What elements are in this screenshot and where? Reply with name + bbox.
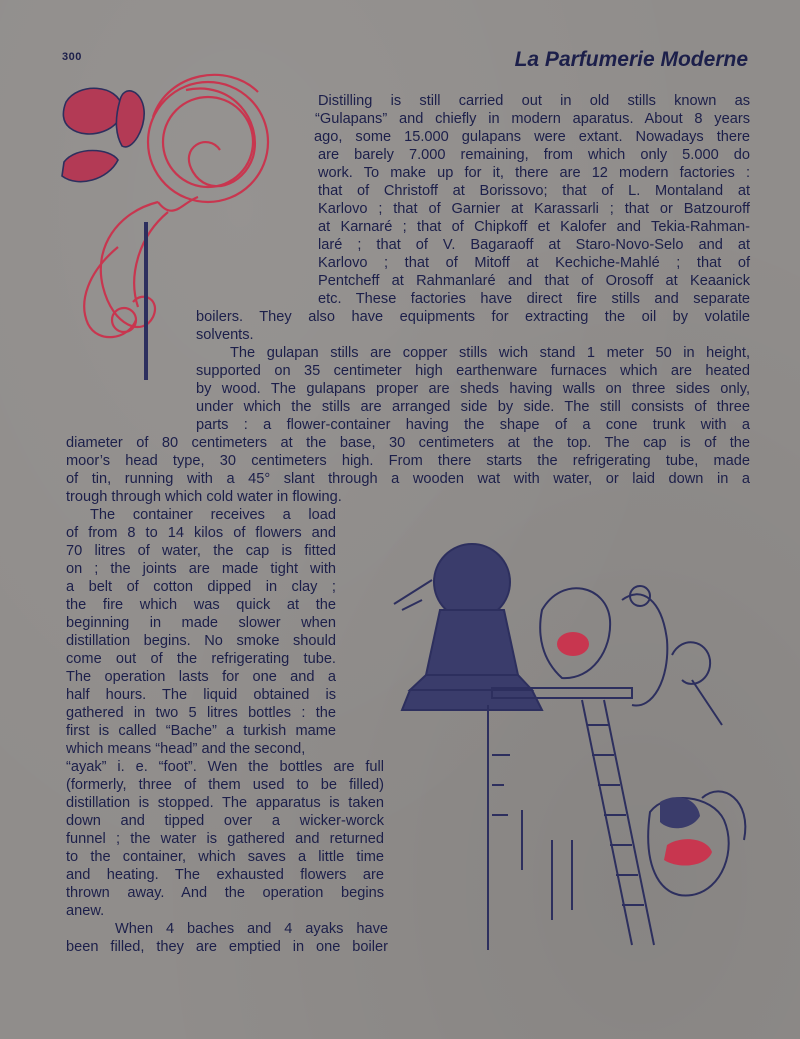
text-line: a belt of cotton dipped in clay ; — [66, 579, 336, 595]
text-line: Karlovo ; that of Garnier at Karassarli ; that or Batzouroff — [318, 201, 750, 217]
text-line: half hours. The liquid obtained is — [66, 687, 336, 703]
text-line: under which the stills are arranged side by side. The still consists of three — [196, 399, 750, 415]
text-line: of tin, running with a 45° slant through a wooden wat with water, or laid down in a — [66, 471, 750, 487]
text-line: supported on 35 centimeter high earthenware furnaces which are heated — [196, 363, 750, 379]
text-line: which means “head” and the second, — [66, 741, 306, 757]
text-line: Karlovo ; that of Mitoff at Kechiche-Mahlé ; that of — [318, 255, 750, 271]
text-line: boilers. They also have equipments for extracting the oil by volatile — [196, 309, 750, 325]
text-line: “ayak” i. e. “foot”. Wen the bottles are full — [66, 759, 384, 775]
text-line: the fire which was quick at the — [66, 597, 336, 613]
text-line: distillation is stopped. The apparatus is taken — [66, 795, 384, 811]
text-line: 70 litres of water, the cap is fitted — [66, 543, 336, 559]
text-line: The container receives a load — [90, 507, 336, 523]
text-line: When 4 baches and 4 ayaks have — [115, 921, 388, 937]
text-line: moor’s head type, 30 centimeters high. From there starts the refrigerating tube, made — [66, 453, 750, 469]
text-line: at Karnaré ; that of Chipkoff et Kalofer and Tekia-Rahman- — [318, 219, 750, 235]
text-line: funnel ; the water is gathered and returned — [66, 831, 384, 847]
text-line: diameter of 80 centimeters at the base, 30 centimeters at the top. The cap is of the — [66, 435, 750, 451]
text-line: The operation lasts for one and a — [66, 669, 336, 685]
text-line: thrown away. And the operation begins — [66, 885, 384, 901]
text-line: come out of the refrigerating tube. — [66, 651, 336, 667]
text-line: and heating. The exhausted flowers are — [66, 867, 384, 883]
text-line: ago, some 15.000 gulapans were extant. Nowadays there — [314, 129, 750, 145]
text-line: been filled, they are emptied in one boiler — [66, 939, 388, 955]
running-title: La Parfumerie Moderne — [514, 48, 748, 71]
text-line: laré ; that of V. Bagaraoff at Staro-Novo-Selo and at — [318, 237, 750, 253]
text-line: etc. These factories have direct fire stills and separate — [318, 291, 750, 307]
text-line: that of Christoff at Borissovo; that of L. Montaland at — [318, 183, 750, 199]
text-line: solvents. — [196, 327, 254, 343]
text-line: “Gulapans” and chiefly in modern aparatus. About 8 years — [315, 111, 750, 127]
text-line: to the container, which saves a little time — [66, 849, 384, 865]
text-line: (formerly, three of them used to be filled) — [66, 777, 384, 793]
text-line: beginning in made slower when — [66, 615, 336, 631]
text-line: gathered in two 5 litres bottles : the — [66, 705, 336, 721]
text-line: down and tipped over a wicker-worck — [66, 813, 384, 829]
text-line: The gulapan stills are copper stills wich stand 1 meter 50 in height, — [230, 345, 750, 361]
page-number: 300 — [62, 51, 82, 63]
text-line: of from 8 to 14 kilos of flowers and — [66, 525, 336, 541]
text-line: on ; the joints are made tight with — [66, 561, 336, 577]
distillation-scene-illustration — [392, 540, 772, 960]
text-line: trough through which cold water in flowing. — [66, 489, 342, 505]
text-line: first is called “Bache” a turkish mame — [66, 723, 336, 739]
text-line: distillation begins. No smoke should — [66, 633, 336, 649]
text-line: Pentcheff at Rahmanlaré and that of Orosoff at Keaanick — [318, 273, 750, 289]
text-line: by wood. The gulapans proper are sheds having walls on three sides only, — [196, 381, 750, 397]
text-line: anew. — [66, 903, 105, 919]
text-line: parts : a flower-container having the shape of a cone trunk with a — [196, 417, 750, 433]
text-line: are barely 7.000 remaining, from which only 5.000 do — [318, 147, 750, 163]
text-line: work. To make up for it, there are 12 modern factories : — [318, 165, 750, 181]
text-line: Distilling is still carried out in old stills known as — [318, 93, 750, 109]
